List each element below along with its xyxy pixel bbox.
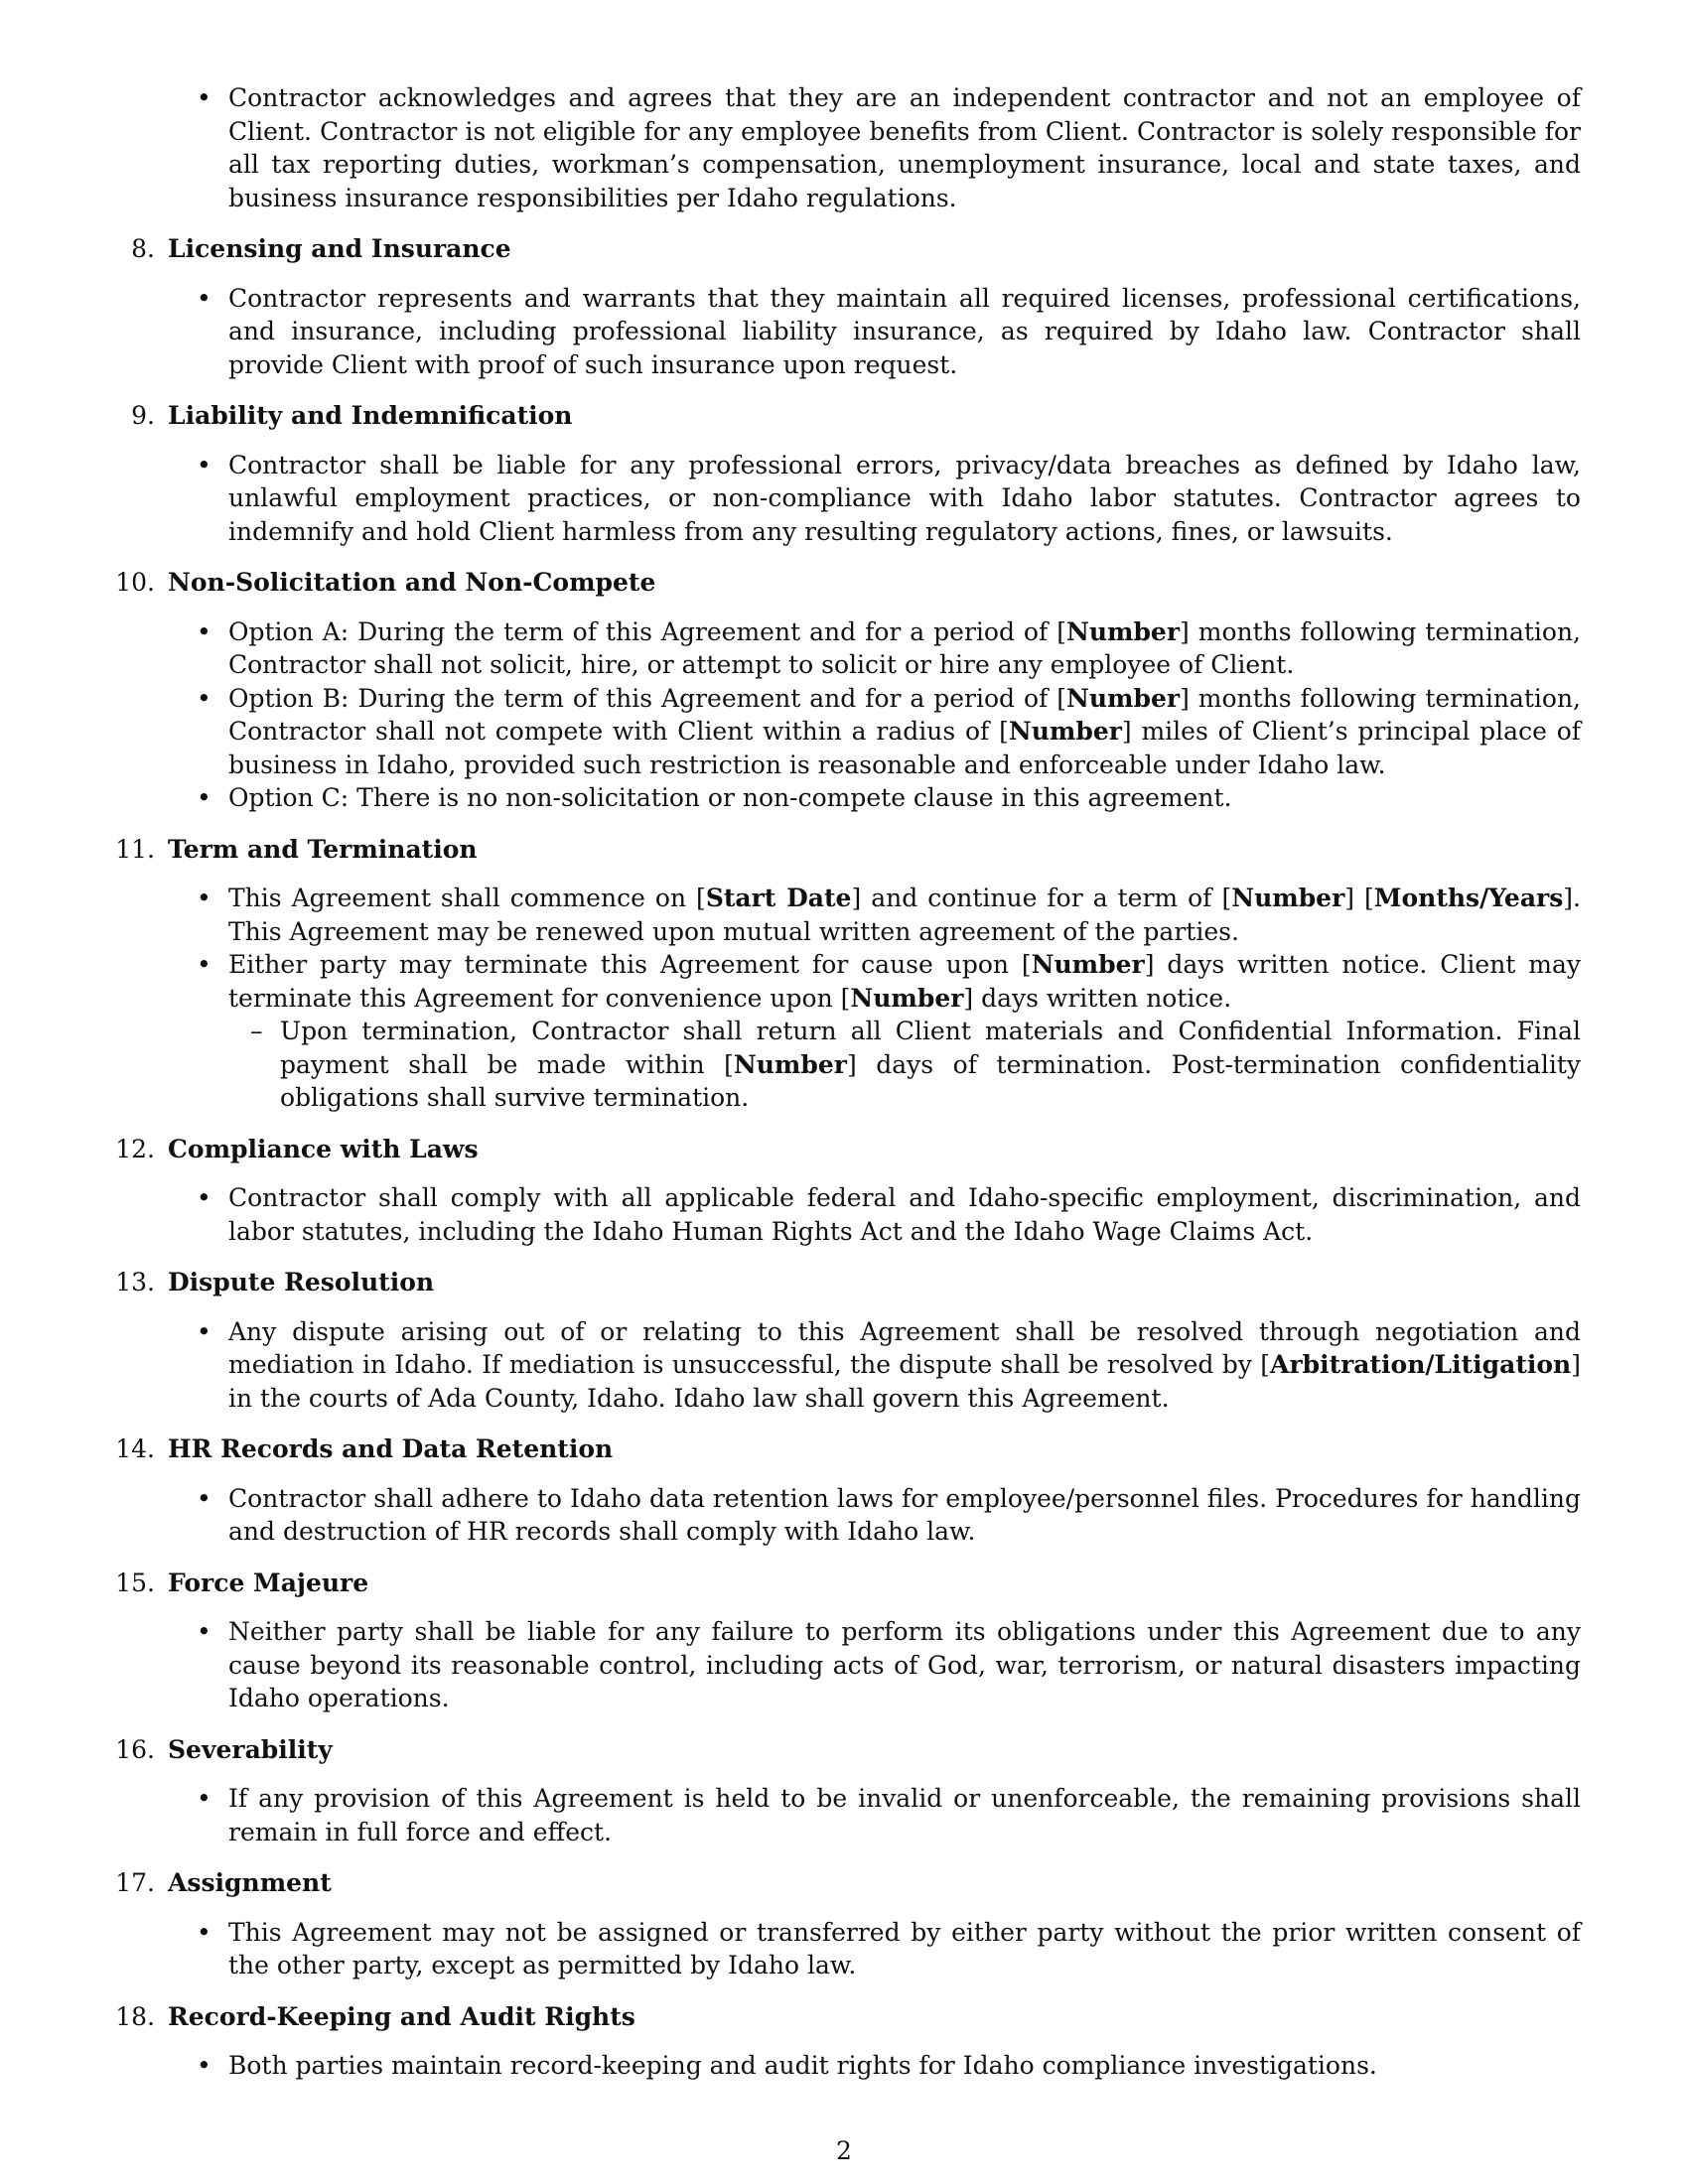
placeholder-field: Start Date [705, 884, 852, 912]
text-run: ] months following termination, Contractor shall not compete with Client within a radius of [ [228, 683, 1582, 746]
text-run: ] miles of Client’s principal place of business in Idaho, provided such restriction is reasonable and enforceable under Idaho law. [228, 717, 1581, 779]
section-bullets [0, 282, 1688, 382]
placeholder-field: Number [1231, 884, 1345, 912]
list-item [228, 781, 1581, 815]
intro-bullet: • Contractor acknowledges and agrees that they are an independent contractor and not an employee of Client. Contractor is not eligible for any employee benefits from Client. Contractor is solely responsible for all tax reporting duties, workman’s compensation, unemployment insurance, local and state taxes, and business insurance responsibilities per Idaho regulations. [228, 81, 1581, 214]
text-run: This Agreement may not be assigned or transferred by either party without the prior written consent of the other party, except as permitted by Idaho law. [228, 1917, 1581, 1979]
text-run: If any provision of this Agreement is held to be invalid or unenforceable, the remaining provisions shall remain in full force and effect. [228, 1784, 1581, 1846]
section-title: Record-Keeping and Audit Rights [168, 2001, 635, 2031]
list-item [228, 1916, 1581, 1982]
section-bullets [0, 882, 1688, 1115]
section-title: Non-Solicitation and Non-Compete [168, 568, 656, 597]
section-bullets [0, 449, 1688, 549]
text-run: Contractor represents and warrants that they maintain all required licenses, professional certifications, and insurance, including professional liability insurance, as required by Idaho law. Contractor shall provide Client with proof of such insurance upon request. [228, 283, 1581, 379]
section-bullets [0, 1315, 1688, 1416]
section-bullets [0, 1615, 1688, 1715]
list-item [228, 1315, 1581, 1416]
section-number: 15. [115, 1568, 155, 1597]
sections-list [0, 232, 1688, 2083]
text-run: Either party may terminate this Agreement for cause upon [ [228, 950, 1032, 979]
section-number: 12. [115, 1134, 155, 1163]
list-item [228, 948, 1581, 1015]
text-run: Neither party shall be liable for any failure to perform its obligations under this Agreement due to any cause beyond its reasonable control, including acts of God, war, terrorism, or natural disasters impacting Idaho operations. [228, 1617, 1581, 1712]
text-run: Both parties maintain record-keeping and audit rights for Idaho compliance investigations. [228, 2051, 1377, 2080]
section-number: 16. [115, 1734, 155, 1764]
section-bullets [0, 1782, 1688, 1848]
list-item [228, 1181, 1581, 1248]
section-title: Assignment [168, 1868, 332, 1897]
section-title: Force Majeure [168, 1568, 369, 1597]
list-item [228, 682, 1581, 782]
text-run: Any dispute arising out of or relating to this Agreement shall be resolved through negotiation and mediation in Idaho. If mediation is unsuccessful, the dispute shall be resolved by [ [228, 1316, 1581, 1379]
text-run: ] [ [1344, 884, 1374, 912]
placeholder-field: Number [1065, 616, 1181, 646]
list-item [228, 1482, 1581, 1549]
section-title: Dispute Resolution [168, 1268, 435, 1297]
text-run: ]. This Agreement may be renewed upon mutual written agreement of the parties. [228, 884, 1581, 946]
section-number: 8. [131, 234, 155, 263]
page-number: 2 [836, 2136, 852, 2165]
section-number: 10. [115, 568, 155, 597]
document-page [0, 81, 1688, 2083]
section-heading [0, 1866, 1688, 1900]
text-run: This Agreement shall commence on [ [228, 884, 706, 912]
section-title: HR Records and Data Retention [168, 1434, 614, 1463]
section-heading [0, 833, 1688, 867]
section-title: Severability [168, 1734, 333, 1764]
section-number: 14. [115, 1434, 155, 1463]
section-heading [0, 1733, 1688, 1767]
text-run: ] in the courts of Ada County, Idaho. Idaho law shall govern this Agreement. [228, 1350, 1581, 1413]
list-item [228, 2049, 1581, 2083]
text-run: Option C: There is no non-solicitation or non-compete clause in this agreement. [228, 783, 1232, 812]
section-heading [0, 1433, 1688, 1466]
section-heading [0, 1567, 1688, 1600]
list-item [228, 1782, 1581, 1848]
list-item [228, 282, 1581, 382]
list-item [228, 615, 1581, 682]
text-run: ] months following termination, Contractor shall not solicit, hire, or attempt to solicit or hire any employee of Client. [228, 616, 1581, 679]
section-heading [0, 232, 1688, 266]
placeholder-field: Number [1008, 717, 1122, 746]
section-number: 18. [115, 2001, 155, 2031]
section-number: 9. [131, 401, 155, 430]
section-title: Liability and Indemnification [168, 401, 573, 430]
section-title: Licensing and Insurance [168, 234, 511, 263]
placeholder-field: Number [733, 1049, 847, 1079]
section-heading [0, 2000, 1688, 2034]
placeholder-field: Number [1066, 683, 1181, 713]
text-run: Upon termination, Contractor shall return all Client materials and Confidential Information. Final payment shall be made within [ [280, 1017, 1581, 1079]
section-title: Compliance with Laws [168, 1134, 479, 1163]
sub-list-item [280, 1015, 1581, 1115]
section-number: 13. [115, 1268, 155, 1297]
text-run: ] days written notice. [963, 983, 1232, 1013]
section-heading [0, 399, 1688, 433]
section-bullets [0, 1181, 1688, 1248]
list-item [228, 449, 1581, 549]
text-run: Contractor shall comply with all applicable federal and Idaho-specific employment, discrimination, and labor statutes, including the Idaho Human Rights Act and the Idaho Wage Claims Act. [228, 1183, 1581, 1246]
section-heading [0, 1266, 1688, 1299]
text-run: Option B: During the term of this Agreement and for a period of [ [228, 683, 1067, 713]
text-run: Option A: During the term of this Agreement and for a period of [ [228, 616, 1066, 646]
section-bullets [0, 1916, 1688, 1982]
section-title: Term and Termination [168, 834, 478, 864]
section-heading [0, 1133, 1688, 1166]
text-run: ] and continue for a term of [ [851, 884, 1232, 912]
text-run: Contractor shall be liable for any professional errors, privacy/data breaches as defined by Idaho law, unlawful employment practices, or non-compliance with Idaho labor statutes. Contractor agrees to indemnify and hold Client harmless from any resulting regulatory actions, fines, or lawsuits. [228, 450, 1581, 546]
section-bullets [0, 1482, 1688, 1549]
list-item [228, 882, 1581, 948]
text-run: ] days of termination. Post-termination confidentiality obligations shall survive termination. [280, 1049, 1581, 1112]
text-run: ] days written notice. Client may terminate this Agreement for convenience upon [ [228, 950, 1581, 1013]
section-bullets [0, 615, 1688, 815]
placeholder-field: Number [1031, 950, 1145, 979]
section-bullets [0, 2049, 1688, 2083]
list-item [228, 1615, 1581, 1715]
placeholder-field: Number [850, 983, 964, 1013]
section-number: 17. [115, 1868, 155, 1897]
placeholder-field: Months/Years [1373, 884, 1564, 912]
placeholder-field: Arbitration/Litigation [1270, 1350, 1572, 1379]
text-run: Contractor shall adhere to Idaho data retention laws for employee/personnel files. Procedures for handling and destruction of HR records shall comply with Idaho law. [228, 1483, 1581, 1546]
section-heading [0, 566, 1688, 600]
section-number: 11. [115, 834, 155, 864]
